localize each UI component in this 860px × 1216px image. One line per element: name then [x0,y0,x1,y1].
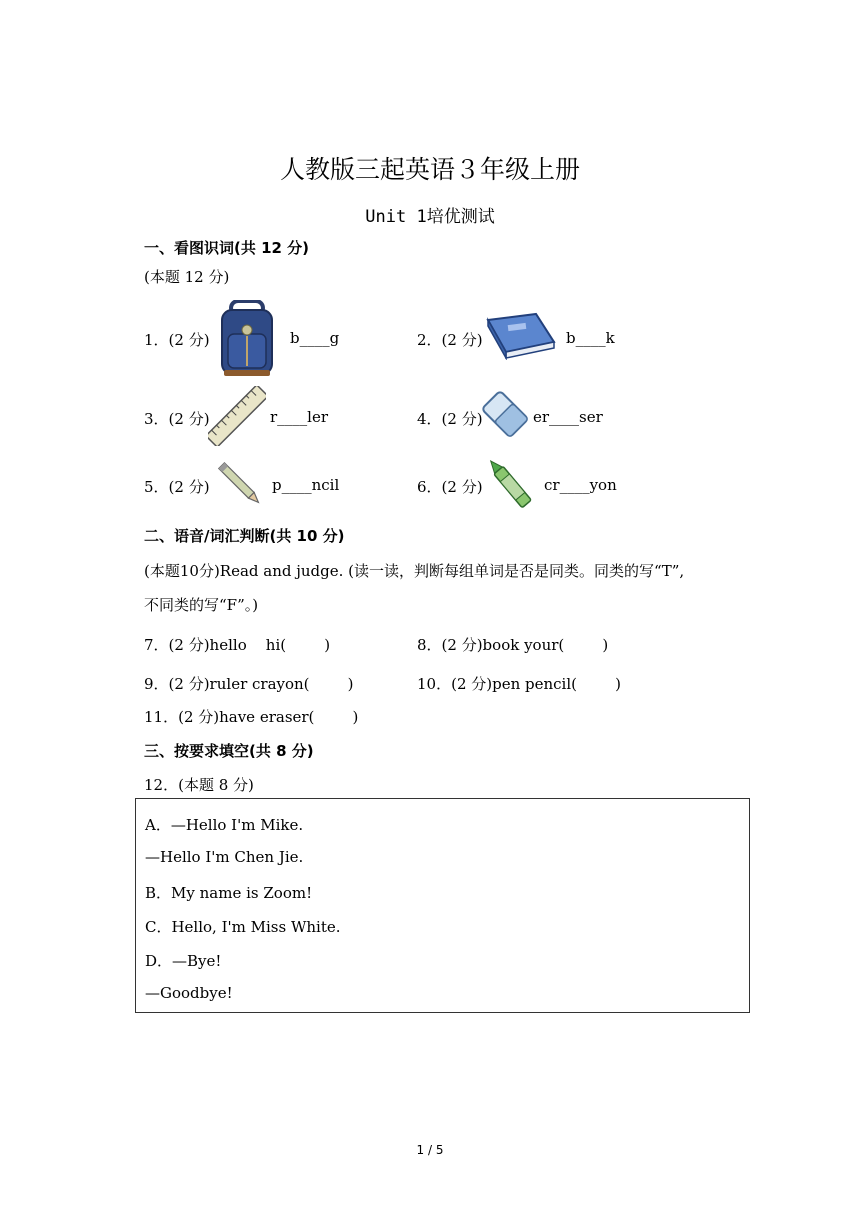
section-2-instruction-line-2: 不同类的写“F”。) [144,596,259,614]
dialogue-line: C．Hello, I'm Miss White. [145,918,341,936]
section-2-instruction-line-1: (本题10分)Read and judge. (读一读，判断每组单词是否是同类。同类的写“T”, [144,562,685,580]
page-number: 1 / 5 [416,1143,444,1157]
crayon-icon [484,454,536,514]
dialogue-line: D．—Bye! [145,952,222,970]
question-5-word: p____ncil [272,476,340,494]
question-6-number: 6．(2 分) [417,478,483,496]
question-6-word: cr____yon [544,476,617,494]
ruler-icon [208,386,266,446]
question-1-word: b____g [290,329,340,347]
question-9: 9．(2 分)ruler crayon( ) [144,675,354,693]
page-title: 人教版三起英语３年级上册 [279,155,580,184]
question-2-number: 2．(2 分) [417,331,483,349]
dialogue-line: —Hello I'm Chen Jie. [145,848,304,866]
book-icon [484,312,556,360]
section-3-note: 12．(本题 8 分) [144,776,254,794]
question-7: 7．(2 分)hello hi( ) [144,636,331,654]
question-8: 8．(2 分)book your( ) [417,636,609,654]
dialogue-line: B．My name is Zoom! [145,884,313,902]
question-11: 11．(2 分)have eraser( ) [144,708,359,726]
dialogue-box [135,798,750,1013]
backpack-icon [218,300,276,378]
eraser-icon [482,388,528,440]
question-4-number: 4．(2 分) [417,410,483,428]
section-2-heading: 二、语音/词汇判断(共 10 分) [144,527,345,545]
section-1-note: (本题 12 分) [144,268,230,286]
question-5-number: 5．(2 分) [144,478,210,496]
section-3-heading: 三、按要求填空(共 8 分) [144,742,314,760]
pencil-icon [212,456,268,512]
section-1-heading: 一、看图识词(共 12 分) [144,239,310,257]
dialogue-line: A．—Hello I'm Mike. [145,816,304,834]
question-2-word: b____k [566,329,615,347]
question-3-number: 3．(2 分) [144,410,210,428]
question-3-word: r____ler [270,408,329,426]
page-subtitle: Unit 1培优测试 [365,207,495,227]
question-4-word: er____ser [533,408,603,426]
question-10: 10．(2 分)pen pencil( ) [417,675,621,693]
dialogue-line: —Goodbye! [145,984,233,1002]
question-1-number: 1．(2 分) [144,331,210,349]
